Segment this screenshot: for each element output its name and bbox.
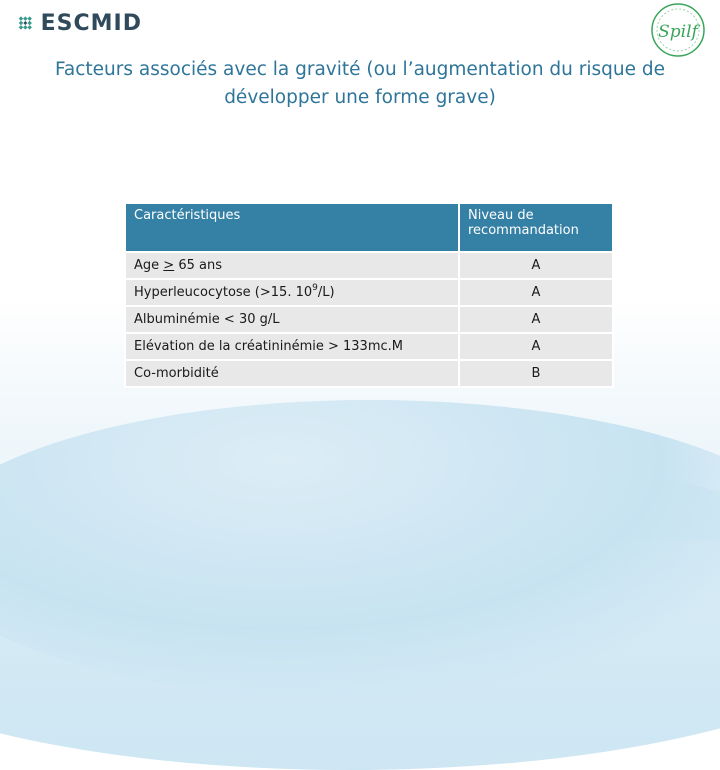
table-header-row: [125, 203, 613, 252]
table-row: [125, 360, 613, 387]
table-row: [125, 252, 613, 279]
level-cell: A: [459, 279, 613, 306]
table-row: [125, 279, 613, 306]
characteristic-cell: Hyperleucocytose (>15. $10^9/L$): [125, 279, 459, 306]
column-header-characteristics: Caractéristiques: [125, 203, 459, 252]
characteristic-cell: Albuminémie < 30 g/L: [125, 306, 459, 333]
characteristic-cell: Co-morbidité: [125, 360, 459, 387]
escmid-logo-icon: [18, 7, 33, 39]
risk-factors-table: [124, 202, 614, 388]
characteristic-cell: Age > 65 ans: [125, 252, 459, 279]
table-row: [125, 306, 613, 333]
background-wave-highlight: [0, 400, 720, 700]
characteristic-cell: Elévation de la créatininémie > 133mc.M: [125, 333, 459, 360]
column-header-recommendation-level: Niveau de recommandation: [459, 203, 613, 252]
level-cell: A: [459, 333, 613, 360]
level-cell: A: [459, 306, 613, 333]
logo-text: ESCMID: [40, 10, 142, 36]
svg-text:Spilf: Spilf: [658, 22, 698, 42]
level-cell: A: [459, 252, 613, 279]
slide-title: Facteurs associés avec la gravité (ou l’augmentation du risque de développer une forme grave): [54, 59, 666, 108]
spilf-seal-icon: [650, 2, 706, 58]
table-row: [125, 333, 613, 360]
escmid-logo: [6, 2, 142, 44]
level-cell: B: [459, 360, 613, 387]
